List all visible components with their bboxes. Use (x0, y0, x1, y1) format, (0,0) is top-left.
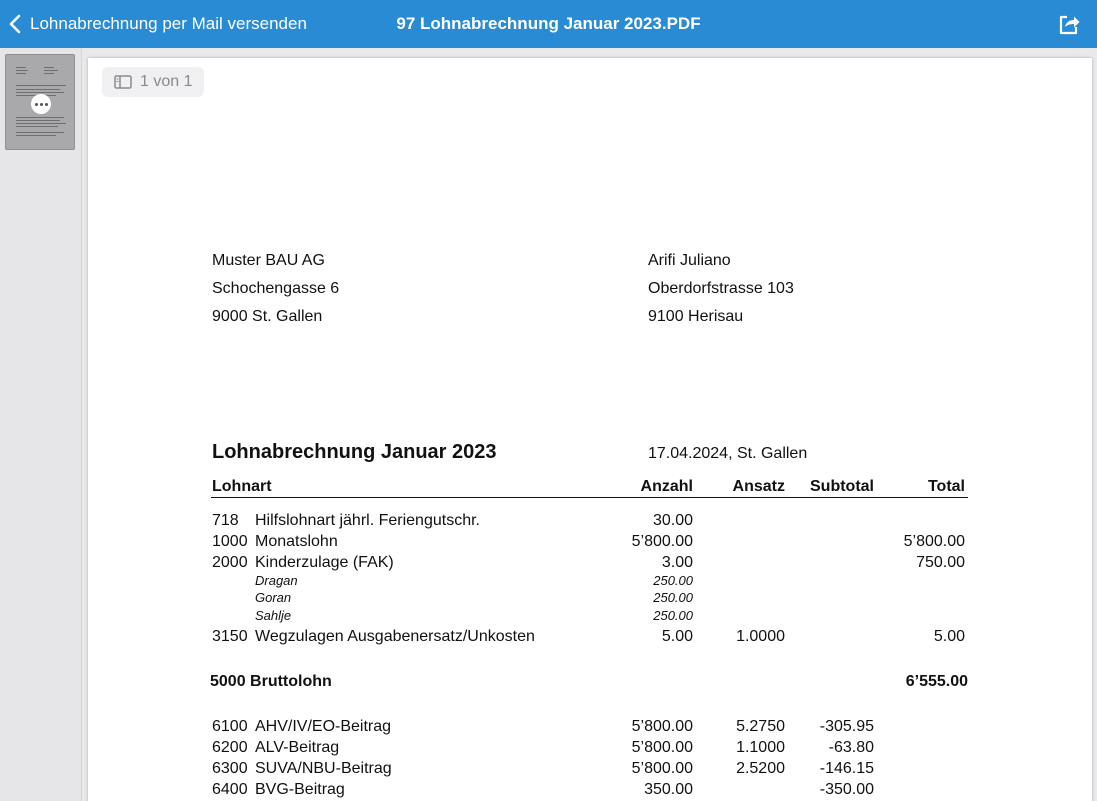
col-subtotal: Subtotal (810, 478, 874, 495)
row-anzahl: 5.00 (661, 628, 693, 645)
thumb-line (16, 70, 28, 71)
row-total: 5.00 (933, 628, 965, 645)
row-code: 6400 (212, 781, 248, 798)
document-title-text: 97 Lohnabrechnung Januar 2023.PDF (396, 14, 701, 33)
row-label: SUVA/NBU-Beitrag (255, 760, 392, 777)
child-name: Goran (255, 590, 292, 605)
row-subtotal: -63.80 (828, 739, 874, 756)
row-ansatz: 2.5200 (736, 760, 785, 777)
col-anzahl: Anzahl (640, 478, 693, 495)
row-anzahl: 30.00 (652, 512, 693, 529)
row-label: AHV/IV/EO-Beitrag (255, 718, 392, 735)
thumb-line (16, 89, 60, 90)
child-amount: 250.00 (653, 573, 693, 588)
row-total: 750.00 (916, 554, 965, 571)
thumb-line (16, 126, 58, 127)
child-name: Dragan (255, 573, 298, 588)
employee-name: Arifi Juliano (648, 252, 731, 269)
row-code: 3150 (212, 628, 248, 645)
row-subtotal: -305.95 (819, 718, 874, 735)
share-icon[interactable] (1057, 12, 1081, 36)
sidebar-toggle-icon (114, 75, 132, 89)
thumb-line (16, 73, 26, 74)
employer-city: 9000 St. Gallen (212, 308, 323, 325)
thumb-line (44, 67, 54, 68)
top-bar (0, 0, 1097, 48)
row-code: 1000 (212, 533, 248, 550)
thumb-line (44, 70, 58, 71)
thumb-line (16, 117, 64, 118)
thumb-line (16, 135, 56, 136)
row-total: 5’800.00 (903, 533, 965, 550)
brutto-total: 6’555.00 (905, 673, 968, 690)
back-button-label: Lohnabrechnung per Mail versenden (30, 14, 307, 33)
row-anzahl: 5’800.00 (631, 739, 693, 756)
row-anzahl: 5’800.00 (631, 533, 693, 550)
thumb-line (16, 120, 60, 121)
row-subtotal: -350.00 (819, 781, 874, 798)
row-label: Monatslohn (255, 533, 338, 550)
row-code: 2000 (212, 554, 248, 571)
row-ansatz: 1.1000 (736, 739, 785, 756)
page-indicator[interactable] (102, 67, 204, 97)
header-rule (211, 497, 968, 498)
page-indicator-text: 1 von 1 (140, 73, 193, 90)
row-label: Kinderzulage (FAK) (255, 554, 394, 571)
date-place: 17.04.2024, St. Gallen (648, 445, 808, 462)
row-anzahl: 5’800.00 (631, 760, 693, 777)
thumb-line (16, 67, 26, 68)
child-amount: 250.00 (653, 590, 693, 605)
row-label: Hilfslohnart jährl. Feriengutschr. (255, 512, 480, 529)
employee-street: Oberdorfstrasse 103 (648, 280, 794, 297)
child-name: Sahlje (255, 608, 292, 623)
row-anzahl: 350.00 (644, 781, 693, 798)
row-ansatz: 5.2750 (736, 718, 785, 735)
employer-street: Schochengasse 6 (212, 280, 340, 297)
document-title (0, 0, 1097, 48)
row-code: 6200 (212, 739, 248, 756)
row-code: 6100 (212, 718, 248, 735)
row-code: 6300 (212, 760, 248, 777)
row-ansatz: 1.0000 (736, 628, 785, 645)
row-subtotal: -146.15 (819, 760, 874, 777)
employer-name: Muster BAU AG (212, 252, 325, 269)
payslip-title: Lohnabrechnung Januar 2023 (212, 441, 497, 463)
thumb-line (16, 123, 66, 124)
pdf-page (88, 58, 1092, 801)
row-label: Wegzulagen Ausgabenersatz/Unkosten (255, 628, 535, 645)
child-amount: 250.00 (653, 608, 693, 623)
row-label: BVG-Beitrag (255, 781, 345, 798)
row-anzahl: 3.00 (661, 554, 693, 571)
col-ansatz: Ansatz (732, 478, 785, 495)
page-thumbnail[interactable] (5, 54, 75, 150)
brutto-label: 5000 Bruttolohn (210, 673, 332, 690)
col-total: Total (927, 478, 965, 495)
thumbnail-sidebar (0, 48, 82, 801)
row-anzahl: 5’800.00 (631, 718, 693, 735)
thumb-line (44, 73, 54, 74)
more-icon[interactable] (31, 94, 51, 114)
row-code: 718 (212, 512, 239, 529)
thumb-line (16, 132, 64, 133)
thumb-line (16, 85, 66, 86)
thumb-line (16, 92, 64, 93)
col-lohnart: Lohnart (212, 478, 272, 495)
employee-city: 9100 Herisau (648, 308, 744, 325)
row-label: ALV-Beitrag (255, 739, 340, 756)
